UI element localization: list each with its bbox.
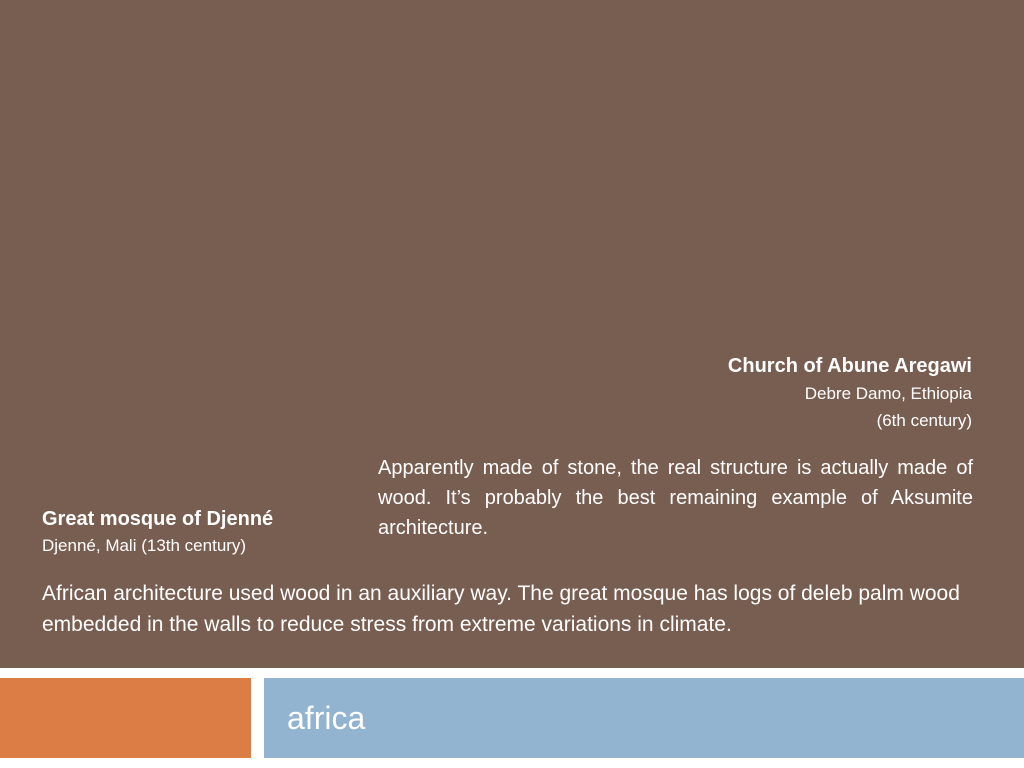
church-description: Apparently made of stone, the real structure is actually made of wood. It’s probably the best remaining example of Aksumite architecture. xyxy=(378,457,973,539)
church-date: (6th century) xyxy=(876,411,972,430)
footer-label-bar xyxy=(264,678,1024,758)
footer-accent-block xyxy=(0,678,251,758)
section-label: africa xyxy=(287,700,366,736)
mosque-description: African architecture used wood in an auxiliary way. The great mosque has logs of deleb palm wood embedded in the walls to reduce stress from extreme variations in climate. xyxy=(42,582,960,636)
mosque-title: Great mosque of Djenné xyxy=(42,508,274,530)
church-caption xyxy=(728,352,972,434)
mosque-caption xyxy=(42,505,273,559)
church-location: Debre Damo, Ethiopia xyxy=(804,384,972,403)
mosque-location: Djenné, Mali (13th century) xyxy=(42,536,247,555)
church-title: Church of Abune Aregawi xyxy=(727,355,972,377)
